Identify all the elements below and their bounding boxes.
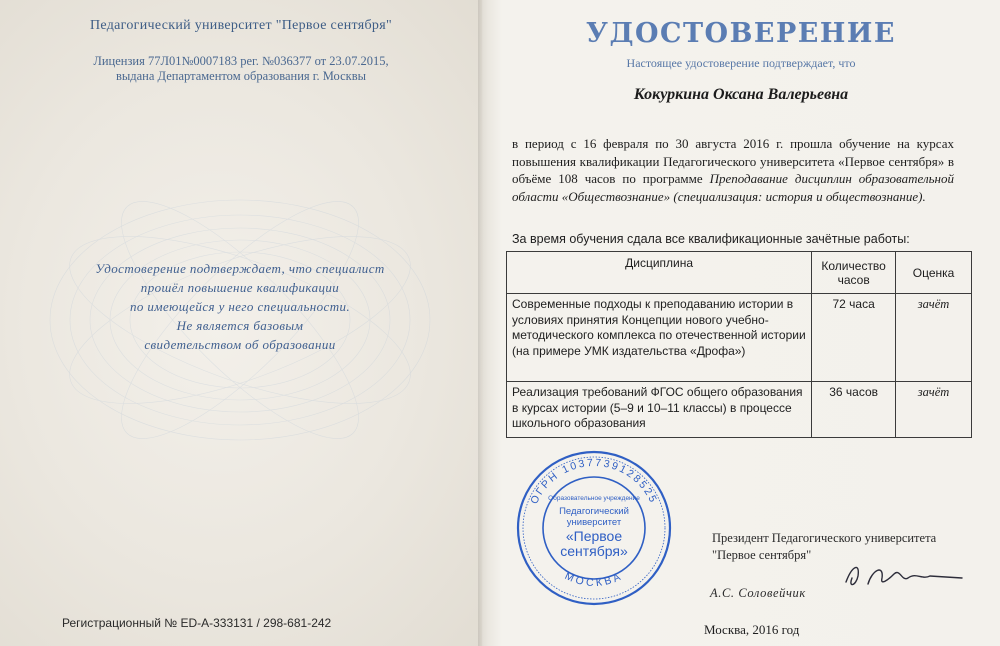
seal-city: МОСКВА <box>562 569 626 590</box>
seal-org-type: Образовательное учреждение <box>548 495 640 502</box>
notice-line: свидетельством об образовании <box>144 337 336 352</box>
university-name: Педагогический университет "Первое сентября" <box>90 18 392 33</box>
left-page <box>0 0 482 646</box>
discipline-cell: Реализация требований ФГОС общего образования в курсах истории (5–9 и 10–11 классы) в процессе школьного образования <box>507 382 812 438</box>
seal-org-line: Педагогический <box>559 506 629 517</box>
president-org: "Первое сентября" <box>712 548 812 562</box>
license-info <box>0 54 482 84</box>
hours-cell: 36 часов <box>812 382 896 438</box>
seal-org-line: сентября» <box>560 543 628 559</box>
seal-org-line: университет <box>566 517 622 528</box>
registration-number: Регистрационный № ED-A-333131 / 298-681-242 <box>62 616 332 630</box>
seal-ogrn: ОГРН 1037739128525 <box>528 456 660 507</box>
certificate-notice <box>40 259 440 354</box>
table-header-row <box>507 252 972 294</box>
program-title: Преподавание дисциплин образовательной области «Обществознание» (специализация: история и обществознание). <box>512 171 954 204</box>
table-row <box>507 294 972 382</box>
notice-line: по имеющейся у него специальности. <box>129 299 351 314</box>
license-issuer: выдана Департаментом образования г. Москвы <box>115 69 367 83</box>
seal-org-line: «Первое <box>565 528 623 544</box>
holder-name: Кокуркина Оксана Валерьевна <box>633 86 849 103</box>
right-page <box>482 0 1000 646</box>
signer-name: А.С. Соловейчик <box>710 586 806 600</box>
notice-line: прошёл повышение квалификации <box>140 280 340 295</box>
exams-heading: За время обучения сдала все квалификационные зачётные работы: <box>512 232 910 246</box>
official-seal <box>514 448 674 608</box>
header-discipline: Дисциплина <box>507 252 812 294</box>
signature <box>838 556 968 596</box>
grade-cell: зачёт <box>896 382 972 438</box>
grade-cell: зачёт <box>896 294 972 382</box>
table-row <box>507 382 972 438</box>
header-grade: Оценка <box>896 252 972 294</box>
notice-line: Удостоверение подтверждает, что специалист <box>95 261 385 276</box>
notice-line: Не является базовым <box>176 318 304 333</box>
place-and-year: Москва, 2016 год <box>704 622 800 637</box>
license-line: Лицензия 77Л01№0007183 рег. №036377 от 23.07.2015, <box>93 54 389 68</box>
training-period-text: в период с 16 февраля по 30 августа 2016 г. прошла обучение на курсах повышения квалификации Педагогического университета «Первое сентября» в объёме 108 часов по программе <box>512 136 954 186</box>
book-gutter <box>478 0 488 646</box>
document-subtitle: Настоящее удостоверение подтверждает, что <box>626 56 856 70</box>
hours-cell: 72 часа <box>812 294 896 382</box>
document-title: УДОСТОВЕРЕНИЕ <box>586 18 896 49</box>
header-hours: Количество часов <box>812 252 896 294</box>
discipline-cell: Современные подходы к преподаванию истории в условиях принятия Концепции нового учебно-методического комплекса по отечественной истории (на примере УМК издательства «Дрофа») <box>507 294 812 382</box>
disciplines-table <box>506 251 972 438</box>
president-line: Президент Педагогического университета <box>712 531 937 545</box>
training-description <box>512 135 954 205</box>
